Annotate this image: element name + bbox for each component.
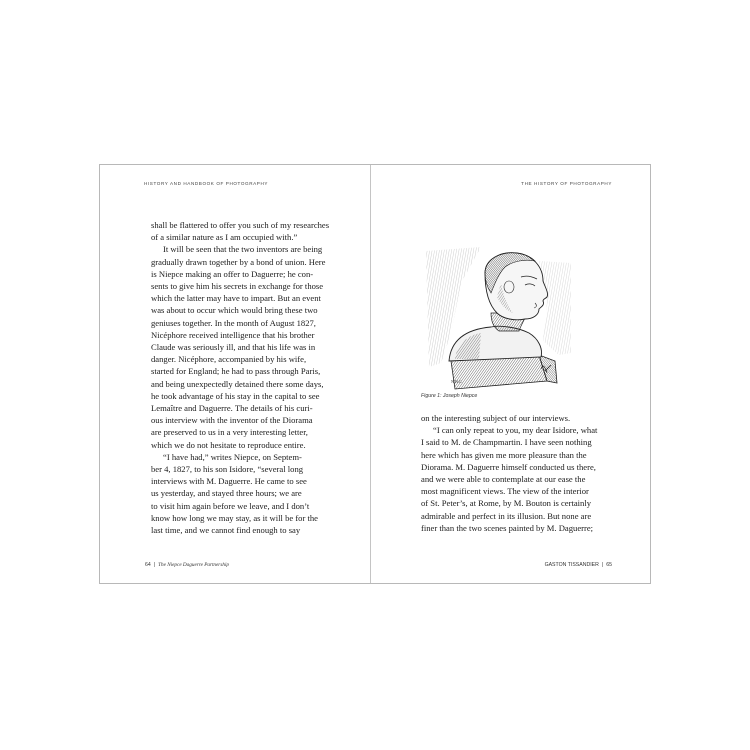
text-line: of a similar nature as I am occupied with.”: [151, 232, 298, 243]
left-folio-chapter-title: The Niepce Daguerre Partnership: [158, 562, 229, 568]
text-line: he took advantage of his stay in the capital to see: [151, 390, 320, 401]
text-line: I said to M. de Champmartin. I have seen nothing: [421, 437, 592, 448]
text-line: Diorama. M. Daguerre himself conducted us there,: [421, 461, 596, 472]
text-line: which we do not hesitate to reproduce entire.: [151, 439, 306, 450]
svg-text:N.H.C.: N.H.C.: [451, 379, 463, 384]
right-folio-author: GASTON TISSANDIER: [544, 562, 599, 568]
right-page-number: 65: [606, 562, 612, 568]
left-folio-separator: |: [153, 562, 156, 568]
left-body-text: [151, 219, 341, 536]
text-line: of St. Peter’s, at Rome, by M. Bouton is certainly: [421, 498, 592, 509]
text-line: most magnificent views. The view of the interior: [421, 486, 589, 497]
text-line: shall be flattered to offer you such of my researches: [151, 220, 330, 230]
text-line: Claude was seriously ill, and that his life was in: [151, 342, 316, 353]
text-line: which the latter may have to impart. But an event: [151, 293, 321, 304]
text-line: here which has given me more pleasure than the: [421, 449, 587, 460]
text-line: and being unexpectedly detained there some days,: [151, 378, 324, 389]
open-book-spread: [99, 164, 651, 584]
text-line: sents to give him his secrets in exchange for those: [151, 281, 324, 292]
text-line: finer than the two scenes painted by M. Daguerre;: [421, 522, 594, 533]
text-line: It will be seen that the two inventors are being: [163, 244, 323, 255]
text-line: was about to occur which would bring these two: [151, 305, 318, 316]
right-running-head: THE HISTORY OF PHOTOGRAPHY: [521, 181, 612, 186]
text-line: and we were able to contemplate at our ease the: [421, 474, 586, 485]
text-line: ber 4, 1827, to his son Isidore, “several long: [151, 464, 304, 475]
text-line: ous interview with the inventor of the Diorama: [151, 415, 313, 426]
text-line: are preserved to us in a very interesting letter,: [151, 427, 308, 438]
text-line: gradually drawn together by a bond of union. Here: [151, 256, 326, 267]
text-line: Nicéphore received intelligence that his brother: [151, 329, 315, 340]
left-page-number: 64: [145, 562, 151, 568]
right-page: [371, 165, 650, 583]
text-line: “I can only repeat to you, my dear Isidore, what: [433, 425, 598, 436]
text-line: Lemaître and Daguerre. The details of his curi-: [151, 403, 313, 414]
text-line: to visit him again before we leave, and I don’t: [151, 500, 310, 511]
right-folio-separator: |: [601, 562, 604, 568]
text-line: admirable and perfect in its illusion. But none are: [421, 510, 592, 521]
text-line: danger. Nicéphore, accompanied by his wife,: [151, 354, 307, 365]
text-line: know how long we may stay, as it will be for the: [151, 512, 318, 523]
text-line: last time, and we cannot find enough to say: [151, 525, 301, 536]
text-line: on the interesting subject of our interviews.: [421, 413, 571, 423]
left-page: [100, 165, 370, 583]
figure-caption: Figure 1: Joseph Niepce: [421, 393, 478, 399]
left-running-head: HISTORY AND HANDBOOK OF PHOTOGRAPHY: [144, 181, 269, 186]
text-line: interviews with M. Daguerre. He came to see: [151, 476, 307, 487]
text-line: “I have had,” writes Niepce, on Septem-: [163, 451, 302, 462]
portrait-bust-engraving: [421, 243, 571, 391]
text-line: started for England; he had to pass through Paris,: [151, 366, 321, 377]
text-line: geniuses together. In the month of August 1827,: [151, 317, 316, 328]
text-line: is Niepce making an offer to Daguerre; he con-: [151, 268, 314, 279]
left-folio: [145, 562, 229, 568]
text-line: us yesterday, and stayed three hours; we are: [151, 488, 302, 499]
right-body-text: [421, 412, 621, 534]
right-folio: [545, 562, 612, 568]
